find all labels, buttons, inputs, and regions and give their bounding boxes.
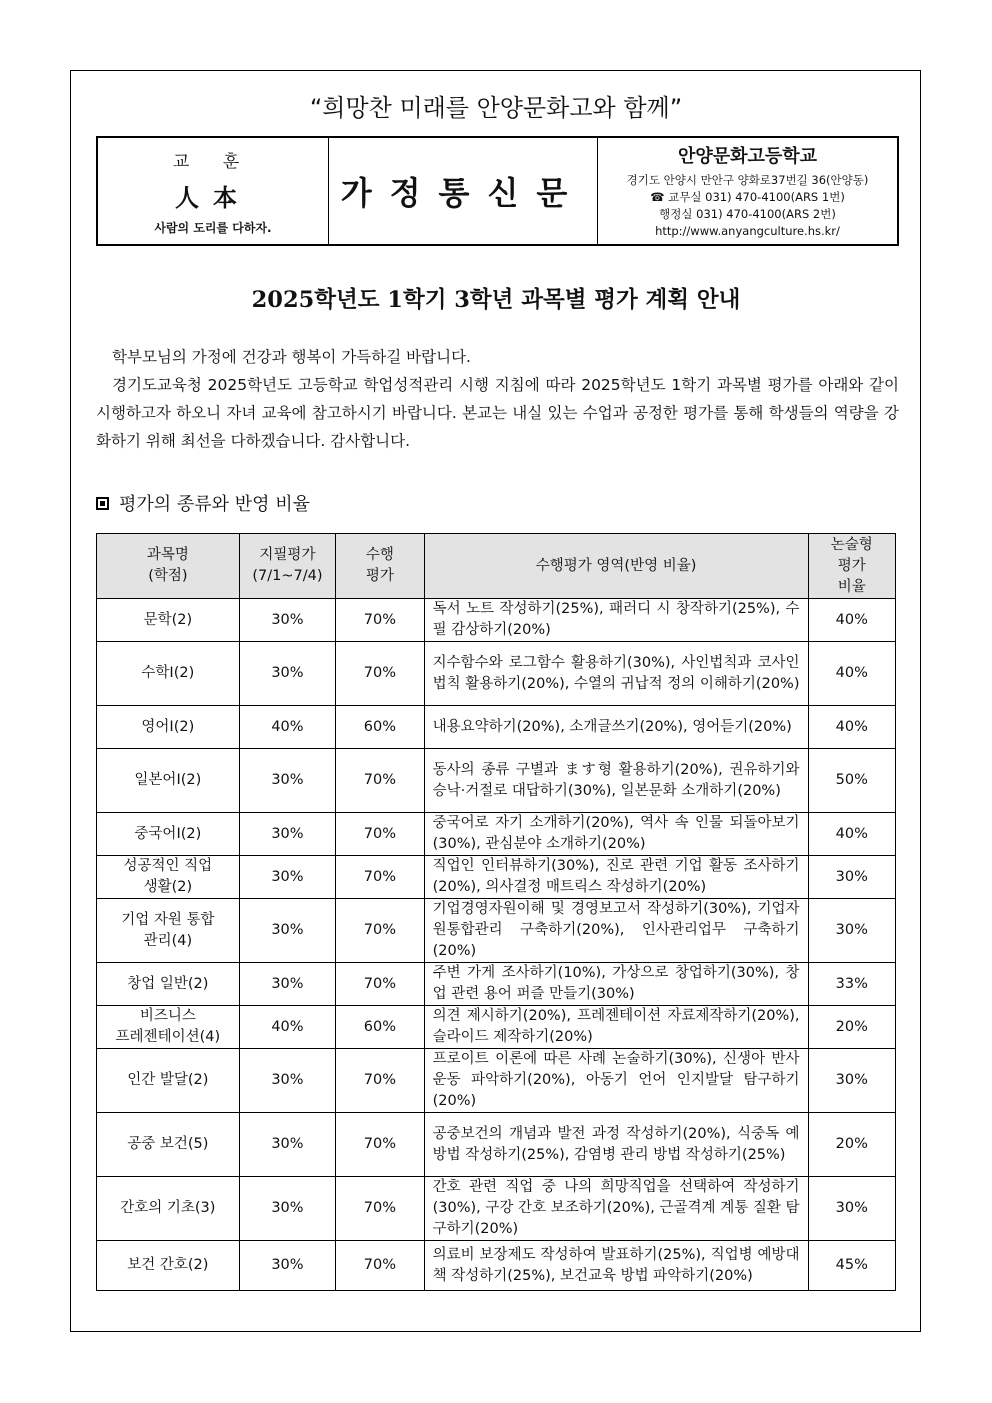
cell-essay: 30% (808, 1177, 895, 1241)
document-title: 2025학년도 1학기 3학년 과목별 평가 계획 안내 (251, 287, 741, 313)
school-name: 안양문화고등학교 (677, 146, 818, 167)
cell-performance: 70% (336, 1177, 424, 1241)
cell-subject: 비즈니스 프레젠테이션(4) (97, 1006, 240, 1049)
header-written: 지필평가 (7/1~7/4) (239, 534, 335, 599)
cell-written: 30% (239, 749, 335, 813)
cell-written: 30% (239, 1177, 335, 1241)
cell-written: 30% (239, 856, 335, 899)
table-row (97, 963, 896, 1006)
school-motto (98, 138, 329, 244)
cell-essay: 30% (808, 899, 895, 963)
cell-areas: 독서 노트 작성하기(25%), 패러디 시 창작하기(25%), 수필 감상하기(20%) (424, 599, 808, 642)
cell-subject: 공중 보건(5) (97, 1113, 240, 1177)
cell-areas: 지수함수와 로그함수 활용하기(30%), 사인법칙과 코사인법칙 활용하기(20%), 수열의 귀납적 정의 이해하기(20%) (424, 642, 808, 706)
table-row (97, 899, 896, 963)
cell-subject: 중국어Ⅰ(2) (97, 813, 240, 856)
cell-subject: 인간 발달(2) (97, 1049, 240, 1113)
cell-written: 40% (239, 706, 335, 749)
cell-areas: 의료비 보장제도 작성하여 발표하기(25%), 직업병 예방대책 작성하기(25%), 보건교육 방법 파악하기(20%) (424, 1241, 808, 1291)
cell-essay: 30% (808, 1049, 895, 1113)
cell-written: 30% (239, 1241, 335, 1291)
section-title: 평가의 종류와 반영 비율 (119, 494, 311, 515)
cell-written: 30% (239, 642, 335, 706)
cell-essay: 40% (808, 642, 895, 706)
header-essay: 논술형 평가 비율 (808, 534, 895, 599)
table-row (97, 1049, 896, 1113)
cell-essay: 40% (808, 599, 895, 642)
cell-areas: 동사의 종류 구별과 ます형 활용하기(20%), 권유하기와 승낙·거절로 대답하기(30%), 일본문화 소개하기(20%) (424, 749, 808, 813)
table-row (97, 599, 896, 642)
cell-performance: 70% (336, 1049, 424, 1113)
cell-subject: 간호의 기초(3) (97, 1177, 240, 1241)
motto-subtitle: 사람의 도리를 다하자. (154, 220, 272, 235)
motto-label: 교 훈 (172, 151, 254, 172)
cell-performance: 70% (336, 1113, 424, 1177)
cell-performance: 70% (336, 1241, 424, 1291)
intro-body: 경기도교육청 2025학년도 고등학교 학업성적관리 시행 지침에 따라 2025학년도 1학기 과목별 평가를 아래와 같이 시행하고자 하오니 자녀 교육에 참고하시기 바랍니다. 본교는 내실 있는 수업과 공정한 평가를 통해 학생들의 역량을 강화하기 위해 최선을 다하겠습니다. 감사합니다. (96, 376, 899, 450)
cell-areas: 프로이트 이론에 따른 사례 논술하기(30%), 신생아 반사운동 파악하기(20%), 아동기 언어 인지발달 탐구하기(20%) (424, 1049, 808, 1113)
table-row (97, 856, 896, 899)
table-row (97, 1006, 896, 1049)
cell-areas: 의견 제시하기(20%), 프레젠테이션 자료제작하기(20%), 슬라이드 제작하기(20%) (424, 1006, 808, 1049)
header-performance: 수행 평가 (336, 534, 424, 599)
cell-essay: 40% (808, 813, 895, 856)
table-row (97, 1113, 896, 1177)
cell-subject: 기업 자원 통합 관리(4) (97, 899, 240, 963)
cell-performance: 60% (336, 706, 424, 749)
cell-essay: 20% (808, 1113, 895, 1177)
cell-essay: 45% (808, 1241, 895, 1291)
cell-written: 30% (239, 1049, 335, 1113)
cell-written: 30% (239, 599, 335, 642)
cell-performance: 70% (336, 899, 424, 963)
school-address: 경기도 안양시 만안구 양화로37번길 36(안양동) (626, 173, 869, 187)
table-row (97, 642, 896, 706)
school-info (598, 138, 897, 244)
table-header-row (97, 534, 896, 599)
cell-performance: 70% (336, 813, 424, 856)
cell-essay: 40% (808, 706, 895, 749)
cell-performance: 70% (336, 642, 424, 706)
cell-performance: 70% (336, 599, 424, 642)
cell-subject: 영어Ⅰ(2) (97, 706, 240, 749)
cell-subject: 성공적인 직업 생활(2) (97, 856, 240, 899)
cell-subject: 일본어Ⅰ(2) (97, 749, 240, 813)
cell-performance: 70% (336, 749, 424, 813)
admin-phone: 행정실 031) 470-4100(ARS 2번) (659, 207, 836, 221)
section-heading (96, 490, 310, 516)
cell-performance: 70% (336, 963, 424, 1006)
intro-greeting: 학부모님의 가정에 건강과 행복이 가득하길 바랍니다. (112, 348, 471, 366)
letter-header (96, 136, 899, 246)
motto-hanja: 人本 (175, 182, 251, 212)
table-row (97, 749, 896, 813)
cell-essay: 30% (808, 856, 895, 899)
cell-performance: 60% (336, 1006, 424, 1049)
cell-essay: 50% (808, 749, 895, 813)
cell-areas: 간호 관련 직업 중 나의 희망직업을 선택하여 작성하기(30%), 구강 간호 보조하기(20%), 근골격계 계통 질환 탐구하기(20%) (424, 1177, 808, 1241)
cell-subject: 창업 일반(2) (97, 963, 240, 1006)
cell-performance: 70% (336, 856, 424, 899)
table-row (97, 813, 896, 856)
header-subject: 과목명 (학점) (97, 534, 240, 599)
cell-subject: 보건 간호(2) (97, 1241, 240, 1291)
cell-written: 30% (239, 963, 335, 1006)
cell-areas: 직업인 인터뷰하기(30%), 진로 관련 기업 활동 조사하기(20%), 의사결정 매트릭스 작성하기(20%) (424, 856, 808, 899)
cell-subject: 문학(2) (97, 599, 240, 642)
cell-written: 30% (239, 813, 335, 856)
cell-written: 30% (239, 1113, 335, 1177)
cell-areas: 기업경영자원이해 및 경영보고서 작성하기(30%), 기업자원통합관리 구축하기(20%), 인사관리업무 구축하기(20%) (424, 899, 808, 963)
intro-text (96, 343, 899, 455)
square-bullet-icon (96, 497, 109, 510)
cell-areas: 주변 가게 조사하기(10%), 가상으로 창업하기(30%), 창업 관련 용어 퍼즐 만들기(30%) (424, 963, 808, 1006)
cell-essay: 33% (808, 963, 895, 1006)
evaluation-table (96, 533, 896, 1291)
cell-areas: 공중보건의 개념과 발전 과정 작성하기(20%), 식중독 예방법 작성하기(25%), 감염병 관리 방법 작성하기(25%) (424, 1113, 808, 1177)
cell-written: 40% (239, 1006, 335, 1049)
table-row (97, 706, 896, 749)
table-row (97, 1177, 896, 1241)
cell-areas: 내용요약하기(20%), 소개글쓰기(20%), 영어듣기(20%) (424, 706, 808, 749)
cell-subject: 수학Ⅰ(2) (97, 642, 240, 706)
school-website: http://www.anyangculture.hs.kr/ (655, 224, 840, 238)
cell-essay: 20% (808, 1006, 895, 1049)
school-slogan: “희망찬 미래를 안양문화고와 함께” (309, 94, 683, 122)
cell-areas: 중국어로 자기 소개하기(20%), 역사 속 인물 되돌아보기(30%), 관심분야 소개하기(20%) (424, 813, 808, 856)
cell-written: 30% (239, 899, 335, 963)
office-phone: ☎ 교무실 031) 470-4100(ARS 1번) (650, 190, 845, 204)
letter-type-title: 가정통신문 (329, 138, 598, 244)
header-areas: 수행평가 영역(반영 비율) (424, 534, 808, 599)
table-row (97, 1241, 896, 1291)
